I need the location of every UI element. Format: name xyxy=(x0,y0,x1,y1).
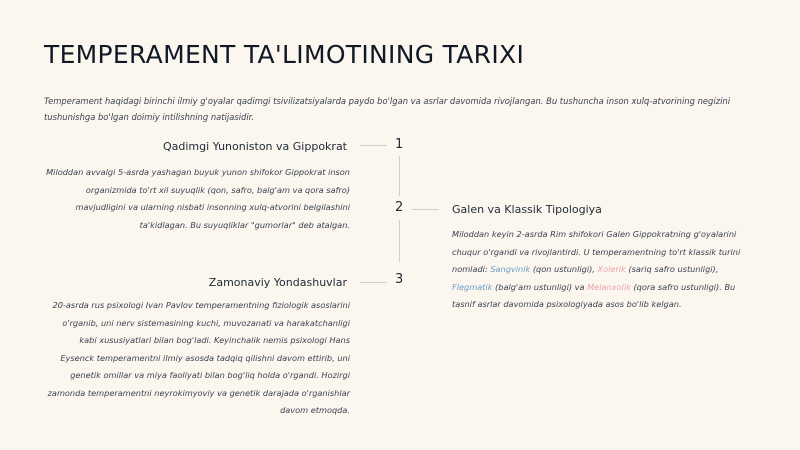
timeline-segment-1 xyxy=(399,156,400,196)
section-3-heading: Zamonaviy Yondashuvlar xyxy=(208,276,347,289)
section-2-text-3: (sariq safro ustunligi), xyxy=(625,264,719,274)
section-2-text-1: Miloddan keyin 2-asrda Rim shifokori Galen Gippokratning g'oyalarini chuqur o'rgandi va rivojlantirdi. U temperamentning to'rt klassik turini nomladi: xyxy=(452,229,741,274)
intro-paragraph: Temperament haqidagi birinchi ilmiy g'oyalar qadimgi tsivilizatsiyalarda paydo bo'lgan va asrlar davomida rivojlangan. Bu tushuncha inson xulq-atvorining negizini tushunishga bo'lgan doimiy intilishning natijasidir. xyxy=(44,96,731,122)
page-title: TEMPERAMENT TA'LIMOTINING TARIXI xyxy=(44,40,525,69)
section-2-text-5: (qora safro ustunligi). Bu tasnif asrlar davomida psixologiyada asos bo'lib kelgan. xyxy=(452,281,736,309)
term-sangvinik: Sangvinik xyxy=(490,264,531,274)
term-melanxolik: Melanxolik xyxy=(587,281,631,292)
timeline-segment-2 xyxy=(399,220,400,262)
timeline-number-3: 3 xyxy=(395,272,404,287)
timeline-number-2: 2 xyxy=(395,200,404,215)
timeline-number-1: 1 xyxy=(395,137,404,152)
term-xolerik: Xolerik xyxy=(597,264,626,274)
connector-1 xyxy=(360,145,387,146)
section-1-heading: Qadimgi Yunoniston va Gippokrat xyxy=(162,140,347,153)
section-2-text-2: (qon ustunligi), xyxy=(530,264,598,274)
connector-3 xyxy=(360,282,387,283)
section-3-body: 20-asrda rus psixologi Ivan Pavlov temperamentning fiziologik asoslarini o'rganib, uni nerv sistemasining kuchi, muvozanati va harakatchanligi kabi xususiyatlari bilan bog'ladi. Keyinchalik nemis psixologi Hans Eysenck temperamentni ilmiy asosda tadqiq qilishni davom ettirib, uni genetik omillar va miya faoliyati bilan bog'liq holda o'rgandi. Hozirgi zamonda temperamentni neyrokimyoviy va genetik darajada o'rganishlar davom etmoqda. xyxy=(47,300,350,415)
connector-2 xyxy=(412,209,439,210)
term-flegmatik: Flegmatik xyxy=(452,281,493,292)
section-2-text-4: (balg'am ustunligi) va xyxy=(492,281,588,292)
section-2-heading: Galen va Klassik Tipologiya xyxy=(452,203,602,216)
section-1-body: Miloddan avvalgi 5-asrda yashagan buyuk yunon shifokor Gippokrat inson organizmida to'rt xil suyuqlik (qon, safro, balg'am va qora safro) mavjudligini va ularning nisbati insonning xulq-atvorini belgilashini ta'kidlagan. Bu suyuqliklar "gumorlar" deb atalgan. xyxy=(46,167,350,230)
section-2-body xyxy=(452,226,758,314)
